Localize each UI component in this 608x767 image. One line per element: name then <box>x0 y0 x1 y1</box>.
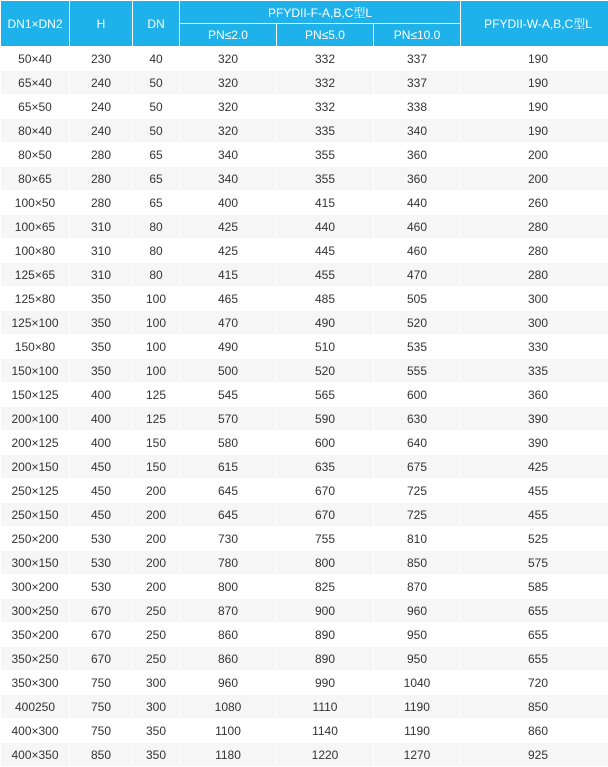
table-row <box>1 215 608 238</box>
cell-pfydii-w: 200 <box>461 167 608 190</box>
cell-dn: 125 <box>133 383 179 406</box>
cell-pfydii-w: 280 <box>461 239 608 262</box>
cell-dn1-dn2: 125×65 <box>1 263 69 286</box>
cell-pn20: 870 <box>180 599 276 622</box>
cell-pn100: 440 <box>374 191 460 214</box>
cell-h: 670 <box>70 623 132 646</box>
table-row <box>1 599 608 622</box>
cell-pn100: 337 <box>374 47 460 70</box>
cell-pn20: 860 <box>180 647 276 670</box>
cell-h: 310 <box>70 215 132 238</box>
cell-pfydii-w: 190 <box>461 47 608 70</box>
cell-h: 240 <box>70 71 132 94</box>
cell-pn100: 505 <box>374 287 460 310</box>
cell-h: 670 <box>70 647 132 670</box>
cell-dn: 200 <box>133 551 179 574</box>
cell-pn100: 870 <box>374 575 460 598</box>
cell-dn: 200 <box>133 575 179 598</box>
cell-pn20: 340 <box>180 143 276 166</box>
cell-h: 670 <box>70 599 132 622</box>
cell-pn50: 825 <box>277 575 373 598</box>
cell-pfydii-w: 455 <box>461 479 608 502</box>
cell-dn1-dn2: 50×40 <box>1 47 69 70</box>
cell-pfydii-w: 585 <box>461 575 608 598</box>
cell-dn1-dn2: 200×100 <box>1 407 69 430</box>
cell-pfydii-w: 425 <box>461 455 608 478</box>
table-row <box>1 671 608 694</box>
cell-dn: 250 <box>133 599 179 622</box>
cell-pn20: 960 <box>180 671 276 694</box>
cell-dn: 200 <box>133 503 179 526</box>
cell-dn1-dn2: 125×100 <box>1 311 69 334</box>
cell-pn50: 445 <box>277 239 373 262</box>
cell-dn: 50 <box>133 119 179 142</box>
table-row <box>1 695 608 718</box>
cell-pfydii-w: 190 <box>461 119 608 142</box>
cell-dn: 300 <box>133 695 179 718</box>
cell-pfydii-w: 720 <box>461 671 608 694</box>
cell-pn20: 400 <box>180 191 276 214</box>
cell-pn20: 470 <box>180 311 276 334</box>
cell-pn20: 730 <box>180 527 276 550</box>
cell-pfydii-w: 925 <box>461 743 608 766</box>
cell-pfydii-w: 190 <box>461 71 608 94</box>
cell-pn20: 320 <box>180 119 276 142</box>
cell-pfydii-w: 860 <box>461 719 608 742</box>
cell-pn50: 1220 <box>277 743 373 766</box>
cell-pfydii-w: 655 <box>461 647 608 670</box>
cell-pn100: 950 <box>374 647 460 670</box>
cell-h: 240 <box>70 95 132 118</box>
cell-pfydii-w: 260 <box>461 191 608 214</box>
cell-dn: 40 <box>133 47 179 70</box>
cell-pfydii-w: 300 <box>461 287 608 310</box>
table-row <box>1 287 608 310</box>
table-row <box>1 527 608 550</box>
cell-dn: 300 <box>133 671 179 694</box>
cell-pn20: 320 <box>180 47 276 70</box>
cell-pfydii-w: 280 <box>461 263 608 286</box>
cell-pn50: 355 <box>277 167 373 190</box>
cell-dn1-dn2: 300×150 <box>1 551 69 574</box>
cell-dn: 100 <box>133 359 179 382</box>
cell-pn100: 1190 <box>374 719 460 742</box>
cell-pn20: 570 <box>180 407 276 430</box>
cell-pn50: 355 <box>277 143 373 166</box>
cell-pn20: 320 <box>180 95 276 118</box>
cell-h: 350 <box>70 287 132 310</box>
cell-pn20: 800 <box>180 575 276 598</box>
cell-pn20: 500 <box>180 359 276 382</box>
cell-pn20: 465 <box>180 287 276 310</box>
cell-h: 350 <box>70 335 132 358</box>
cell-pn100: 520 <box>374 311 460 334</box>
cell-pn20: 320 <box>180 71 276 94</box>
cell-pn100: 337 <box>374 71 460 94</box>
cell-pn50: 755 <box>277 527 373 550</box>
cell-pn50: 670 <box>277 479 373 502</box>
cell-pfydii-w: 390 <box>461 407 608 430</box>
cell-pn20: 860 <box>180 623 276 646</box>
cell-pn20: 1080 <box>180 695 276 718</box>
cell-h: 400 <box>70 431 132 454</box>
cell-pn50: 1110 <box>277 695 373 718</box>
table-row <box>1 71 608 94</box>
cell-pfydii-w: 200 <box>461 143 608 166</box>
table-row <box>1 263 608 286</box>
cell-pn50: 900 <box>277 599 373 622</box>
cell-pn50: 890 <box>277 647 373 670</box>
cell-h: 310 <box>70 263 132 286</box>
table-row <box>1 191 608 214</box>
cell-dn: 125 <box>133 407 179 430</box>
cell-pn20: 1100 <box>180 719 276 742</box>
cell-pn100: 360 <box>374 143 460 166</box>
cell-pn100: 640 <box>374 431 460 454</box>
cell-pn100: 1040 <box>374 671 460 694</box>
cell-pn100: 725 <box>374 479 460 502</box>
cell-pfydii-w: 850 <box>461 695 608 718</box>
cell-pn50: 455 <box>277 263 373 286</box>
table-row <box>1 647 608 670</box>
cell-dn1-dn2: 100×50 <box>1 191 69 214</box>
cell-dn: 100 <box>133 335 179 358</box>
cell-h: 310 <box>70 239 132 262</box>
cell-pn100: 1270 <box>374 743 460 766</box>
cell-dn: 250 <box>133 623 179 646</box>
cell-dn1-dn2: 80×50 <box>1 143 69 166</box>
cell-h: 530 <box>70 575 132 598</box>
header-pn50: PN≤5.0 <box>277 24 373 46</box>
cell-dn: 80 <box>133 215 179 238</box>
header-dn1-dn2: DN1×DN2 <box>1 1 69 46</box>
cell-pn20: 545 <box>180 383 276 406</box>
cell-dn: 80 <box>133 239 179 262</box>
cell-dn1-dn2: 200×125 <box>1 431 69 454</box>
table-row <box>1 335 608 358</box>
cell-dn1-dn2: 400×300 <box>1 719 69 742</box>
cell-pfydii-w: 525 <box>461 527 608 550</box>
cell-h: 350 <box>70 359 132 382</box>
header-group-pfydii-f: PFYDII-F-A,B,C型L <box>180 1 460 23</box>
cell-pfydii-w: 300 <box>461 311 608 334</box>
cell-pn20: 425 <box>180 239 276 262</box>
cell-dn1-dn2: 350×250 <box>1 647 69 670</box>
cell-h: 750 <box>70 671 132 694</box>
table-row <box>1 143 608 166</box>
cell-dn1-dn2: 150×100 <box>1 359 69 382</box>
cell-pn50: 415 <box>277 191 373 214</box>
cell-pn20: 580 <box>180 431 276 454</box>
cell-h: 280 <box>70 143 132 166</box>
cell-dn: 80 <box>133 263 179 286</box>
cell-dn1-dn2: 350×200 <box>1 623 69 646</box>
cell-dn: 350 <box>133 719 179 742</box>
cell-h: 230 <box>70 47 132 70</box>
cell-pn100: 555 <box>374 359 460 382</box>
header-pn100: PN≤10.0 <box>374 24 460 46</box>
cell-pn50: 590 <box>277 407 373 430</box>
cell-h: 450 <box>70 503 132 526</box>
cell-dn1-dn2: 250×150 <box>1 503 69 526</box>
cell-h: 850 <box>70 743 132 766</box>
cell-pn20: 1180 <box>180 743 276 766</box>
cell-h: 400 <box>70 383 132 406</box>
cell-pfydii-w: 390 <box>461 431 608 454</box>
table-row <box>1 239 608 262</box>
cell-pn50: 990 <box>277 671 373 694</box>
cell-pn20: 425 <box>180 215 276 238</box>
cell-pfydii-w: 335 <box>461 359 608 382</box>
table-row <box>1 47 608 70</box>
cell-dn1-dn2: 125×80 <box>1 287 69 310</box>
cell-pn100: 460 <box>374 239 460 262</box>
cell-pn50: 335 <box>277 119 373 142</box>
cell-dn1-dn2: 200×150 <box>1 455 69 478</box>
cell-pn100: 725 <box>374 503 460 526</box>
cell-pn50: 332 <box>277 95 373 118</box>
cell-dn: 200 <box>133 527 179 550</box>
cell-pn50: 332 <box>277 47 373 70</box>
cell-h: 450 <box>70 479 132 502</box>
table-row <box>1 455 608 478</box>
cell-pn20: 645 <box>180 503 276 526</box>
cell-pn50: 485 <box>277 287 373 310</box>
cell-pn100: 360 <box>374 167 460 190</box>
cell-pfydii-w: 330 <box>461 335 608 358</box>
cell-pn50: 600 <box>277 431 373 454</box>
cell-pn100: 675 <box>374 455 460 478</box>
cell-pn100: 1190 <box>374 695 460 718</box>
cell-pn20: 340 <box>180 167 276 190</box>
cell-h: 400 <box>70 407 132 430</box>
cell-dn1-dn2: 300×250 <box>1 599 69 622</box>
table-row <box>1 479 608 502</box>
header-dn: DN <box>133 1 179 46</box>
cell-dn1-dn2: 100×80 <box>1 239 69 262</box>
cell-h: 280 <box>70 191 132 214</box>
table-row <box>1 503 608 526</box>
cell-dn1-dn2: 400250 <box>1 695 69 718</box>
cell-pn100: 810 <box>374 527 460 550</box>
cell-pfydii-w: 280 <box>461 215 608 238</box>
table-row <box>1 407 608 430</box>
cell-pn50: 490 <box>277 311 373 334</box>
cell-pfydii-w: 575 <box>461 551 608 574</box>
cell-pn50: 1140 <box>277 719 373 742</box>
header-pfydii-w: PFYDII-W-A,B,C型L <box>461 1 608 46</box>
cell-dn1-dn2: 65×40 <box>1 71 69 94</box>
cell-dn: 65 <box>133 191 179 214</box>
cell-pn50: 440 <box>277 215 373 238</box>
cell-dn1-dn2: 80×40 <box>1 119 69 142</box>
cell-dn: 50 <box>133 95 179 118</box>
table-row <box>1 551 608 574</box>
cell-pn100: 460 <box>374 215 460 238</box>
cell-pn50: 510 <box>277 335 373 358</box>
cell-dn: 150 <box>133 455 179 478</box>
cell-dn1-dn2: 65×50 <box>1 95 69 118</box>
cell-dn: 350 <box>133 743 179 766</box>
cell-pn50: 520 <box>277 359 373 382</box>
cell-pn100: 600 <box>374 383 460 406</box>
cell-pn50: 332 <box>277 71 373 94</box>
cell-dn1-dn2: 250×200 <box>1 527 69 550</box>
cell-pfydii-w: 360 <box>461 383 608 406</box>
cell-pfydii-w: 190 <box>461 95 608 118</box>
cell-dn1-dn2: 300×200 <box>1 575 69 598</box>
cell-dn1-dn2: 100×65 <box>1 215 69 238</box>
cell-dn1-dn2: 350×300 <box>1 671 69 694</box>
table-row <box>1 359 608 382</box>
table-row <box>1 95 608 118</box>
cell-h: 280 <box>70 167 132 190</box>
cell-dn1-dn2: 150×125 <box>1 383 69 406</box>
cell-h: 350 <box>70 311 132 334</box>
cell-pn50: 800 <box>277 551 373 574</box>
cell-pn100: 960 <box>374 599 460 622</box>
cell-pn20: 645 <box>180 479 276 502</box>
cell-pn100: 850 <box>374 551 460 574</box>
cell-dn: 100 <box>133 287 179 310</box>
cell-dn1-dn2: 80×65 <box>1 167 69 190</box>
cell-dn: 65 <box>133 167 179 190</box>
cell-dn: 50 <box>133 71 179 94</box>
cell-dn: 250 <box>133 647 179 670</box>
cell-pn50: 890 <box>277 623 373 646</box>
table-row <box>1 743 608 766</box>
cell-pn20: 490 <box>180 335 276 358</box>
table-row <box>1 167 608 190</box>
cell-pfydii-w: 455 <box>461 503 608 526</box>
table-row <box>1 119 608 142</box>
table-row <box>1 431 608 454</box>
header-pn20: PN≤2.0 <box>180 24 276 46</box>
cell-dn: 65 <box>133 143 179 166</box>
cell-pn100: 630 <box>374 407 460 430</box>
cell-dn1-dn2: 400×350 <box>1 743 69 766</box>
cell-pn50: 565 <box>277 383 373 406</box>
cell-dn1-dn2: 150×80 <box>1 335 69 358</box>
table-row <box>1 383 608 406</box>
cell-dn: 200 <box>133 479 179 502</box>
cell-pn100: 950 <box>374 623 460 646</box>
cell-pn100: 338 <box>374 95 460 118</box>
cell-h: 530 <box>70 551 132 574</box>
table-row <box>1 623 608 646</box>
table-row <box>1 719 608 742</box>
cell-pn20: 615 <box>180 455 276 478</box>
cell-h: 530 <box>70 527 132 550</box>
cell-h: 750 <box>70 695 132 718</box>
cell-dn: 150 <box>133 431 179 454</box>
cell-dn1-dn2: 250×125 <box>1 479 69 502</box>
table-row <box>1 575 608 598</box>
cell-h: 750 <box>70 719 132 742</box>
cell-h: 450 <box>70 455 132 478</box>
cell-pn50: 635 <box>277 455 373 478</box>
cell-pn20: 415 <box>180 263 276 286</box>
cell-dn: 100 <box>133 311 179 334</box>
cell-pfydii-w: 655 <box>461 623 608 646</box>
cell-pn50: 670 <box>277 503 373 526</box>
cell-h: 240 <box>70 119 132 142</box>
cell-pn100: 470 <box>374 263 460 286</box>
cell-pn20: 780 <box>180 551 276 574</box>
cell-pfydii-w: 655 <box>461 599 608 622</box>
cell-pn100: 340 <box>374 119 460 142</box>
header-h: H <box>70 1 132 46</box>
cell-pn100: 535 <box>374 335 460 358</box>
table-body <box>1 47 608 766</box>
table-row <box>1 311 608 334</box>
